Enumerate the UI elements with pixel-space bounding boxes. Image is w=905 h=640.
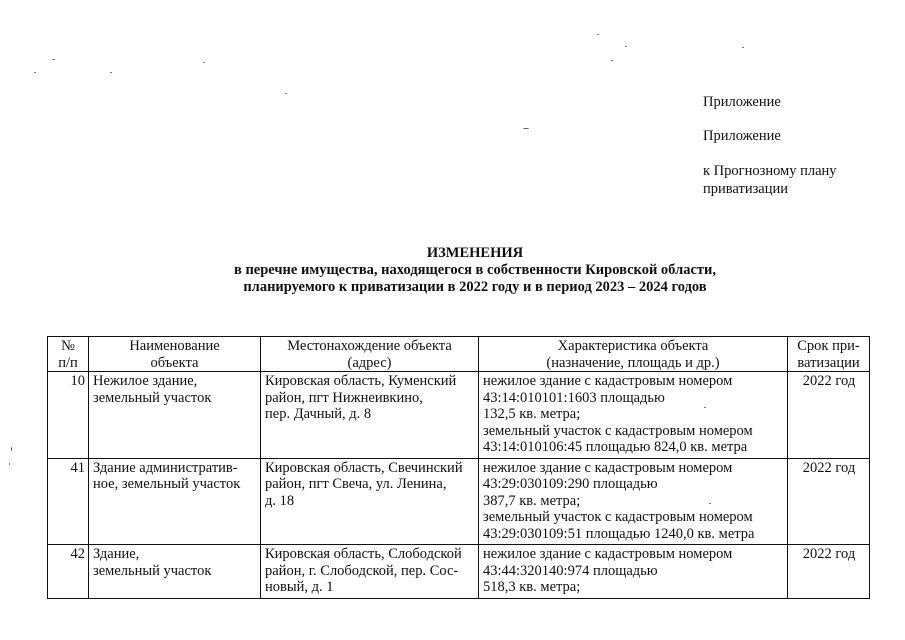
cell-line: ное, земельный участок: [93, 476, 241, 492]
header-line: Характеристика объекта: [557, 338, 709, 354]
cell-line: земельный участок с кадастровым номером: [483, 509, 753, 525]
header-line: п/п: [58, 354, 78, 371]
cell-line: новый, д. 1: [265, 579, 334, 595]
appendix-reference: [703, 162, 863, 198]
cell-line: 43:14:010101:1603 площадью: [483, 389, 665, 406]
privatization-term: 2022 год: [788, 372, 870, 459]
header-line: №: [61, 338, 75, 354]
title-subtitle: в перечне имущества, находящегося в собственности Кировской области,: [233, 262, 716, 278]
table-row: [48, 545, 870, 599]
cell-line: район, пгт Нижнеивкино,: [265, 389, 423, 406]
cell-line: 132,5 кв. метра;: [483, 406, 581, 422]
header-line: Срок при-: [797, 338, 860, 354]
appendix-reference-line: приватизации: [703, 181, 789, 197]
header-line: ватизации: [797, 354, 860, 371]
cell-line: Здание,: [93, 546, 140, 562]
object-location: [261, 458, 479, 545]
privatization-term: 2022 год: [788, 458, 870, 545]
appendix-label: Приложение: [703, 94, 781, 110]
cell-line: земельный участок с кадастровым номером: [483, 422, 753, 439]
object-name: [89, 458, 261, 545]
header-line: (назначение, площадь и др.): [546, 354, 720, 371]
cell-line: 43:44:320140:974 площадью: [483, 562, 658, 579]
cell-line: Кировская область, Куменский: [265, 373, 457, 389]
row-number: 42: [48, 545, 89, 599]
title-subtitle: планируемого к приватизации в 2022 году и в период 2023 – 2024 годов: [243, 279, 707, 295]
header-num: [48, 337, 89, 372]
object-location: [261, 372, 479, 459]
object-name: [89, 372, 261, 459]
table-row: [48, 458, 870, 545]
header-location: [261, 337, 479, 372]
header-line: объекта: [150, 354, 199, 371]
cell-line: 43:29:030109:51 площадью 1240,0 кв. метра: [483, 525, 755, 542]
cell-line: д. 18: [265, 492, 295, 509]
header-term: [788, 337, 870, 372]
cell-line: пер. Дачный, д. 8: [265, 406, 372, 422]
cell-line: Кировская область, Слободской: [265, 546, 462, 562]
object-location: [261, 545, 479, 599]
object-characteristics: [479, 372, 788, 459]
cell-line: район, пгт Свеча, ул. Ленина,: [265, 476, 447, 492]
header-line: Местонахождение объекта: [287, 338, 452, 354]
header-characteristics: [479, 337, 788, 372]
table-header-row: [48, 337, 870, 372]
cell-line: нежилое здание с кадастровым номером: [483, 546, 733, 562]
title-main: ИЗМЕНЕНИЯ: [426, 245, 524, 261]
row-number: 41: [48, 458, 89, 545]
object-characteristics: [479, 545, 788, 599]
table-row: [48, 372, 870, 459]
object-characteristics: [479, 458, 788, 545]
cell-line: 43:14:010106:45 площадью 824,0 кв. метра: [483, 439, 748, 455]
cell-line: нежилое здание с кадастровым номером: [483, 373, 733, 389]
row-number: 10: [48, 372, 89, 459]
cell-line: земельный участок: [93, 389, 212, 406]
object-name: [89, 545, 261, 599]
cell-line: район, г. Слободской, пер. Сос-: [265, 562, 459, 579]
document-title: [0, 245, 905, 296]
appendix-reference-line: к Прогнозному плану: [703, 163, 837, 179]
header-name: [89, 337, 261, 372]
header-line: Наименование: [129, 338, 220, 354]
cell-line: 387,7 кв. метра;: [483, 492, 581, 509]
cell-line: Кировская область, Свечинский: [265, 459, 463, 476]
property-table: [47, 336, 870, 599]
appendix-label: Приложение: [703, 128, 781, 144]
cell-line: Здание административ-: [93, 459, 238, 476]
cell-line: 518,3 кв. метра;: [483, 579, 581, 595]
cell-line: нежилое здание с кадастровым номером: [483, 459, 733, 476]
cell-line: Нежилое здание,: [93, 373, 198, 389]
cell-line: земельный участок: [93, 562, 212, 579]
privatization-term: 2022 год: [788, 545, 870, 599]
cell-line: 43:29:030109:290 площадью: [483, 476, 658, 492]
header-line: (адрес): [347, 354, 392, 371]
